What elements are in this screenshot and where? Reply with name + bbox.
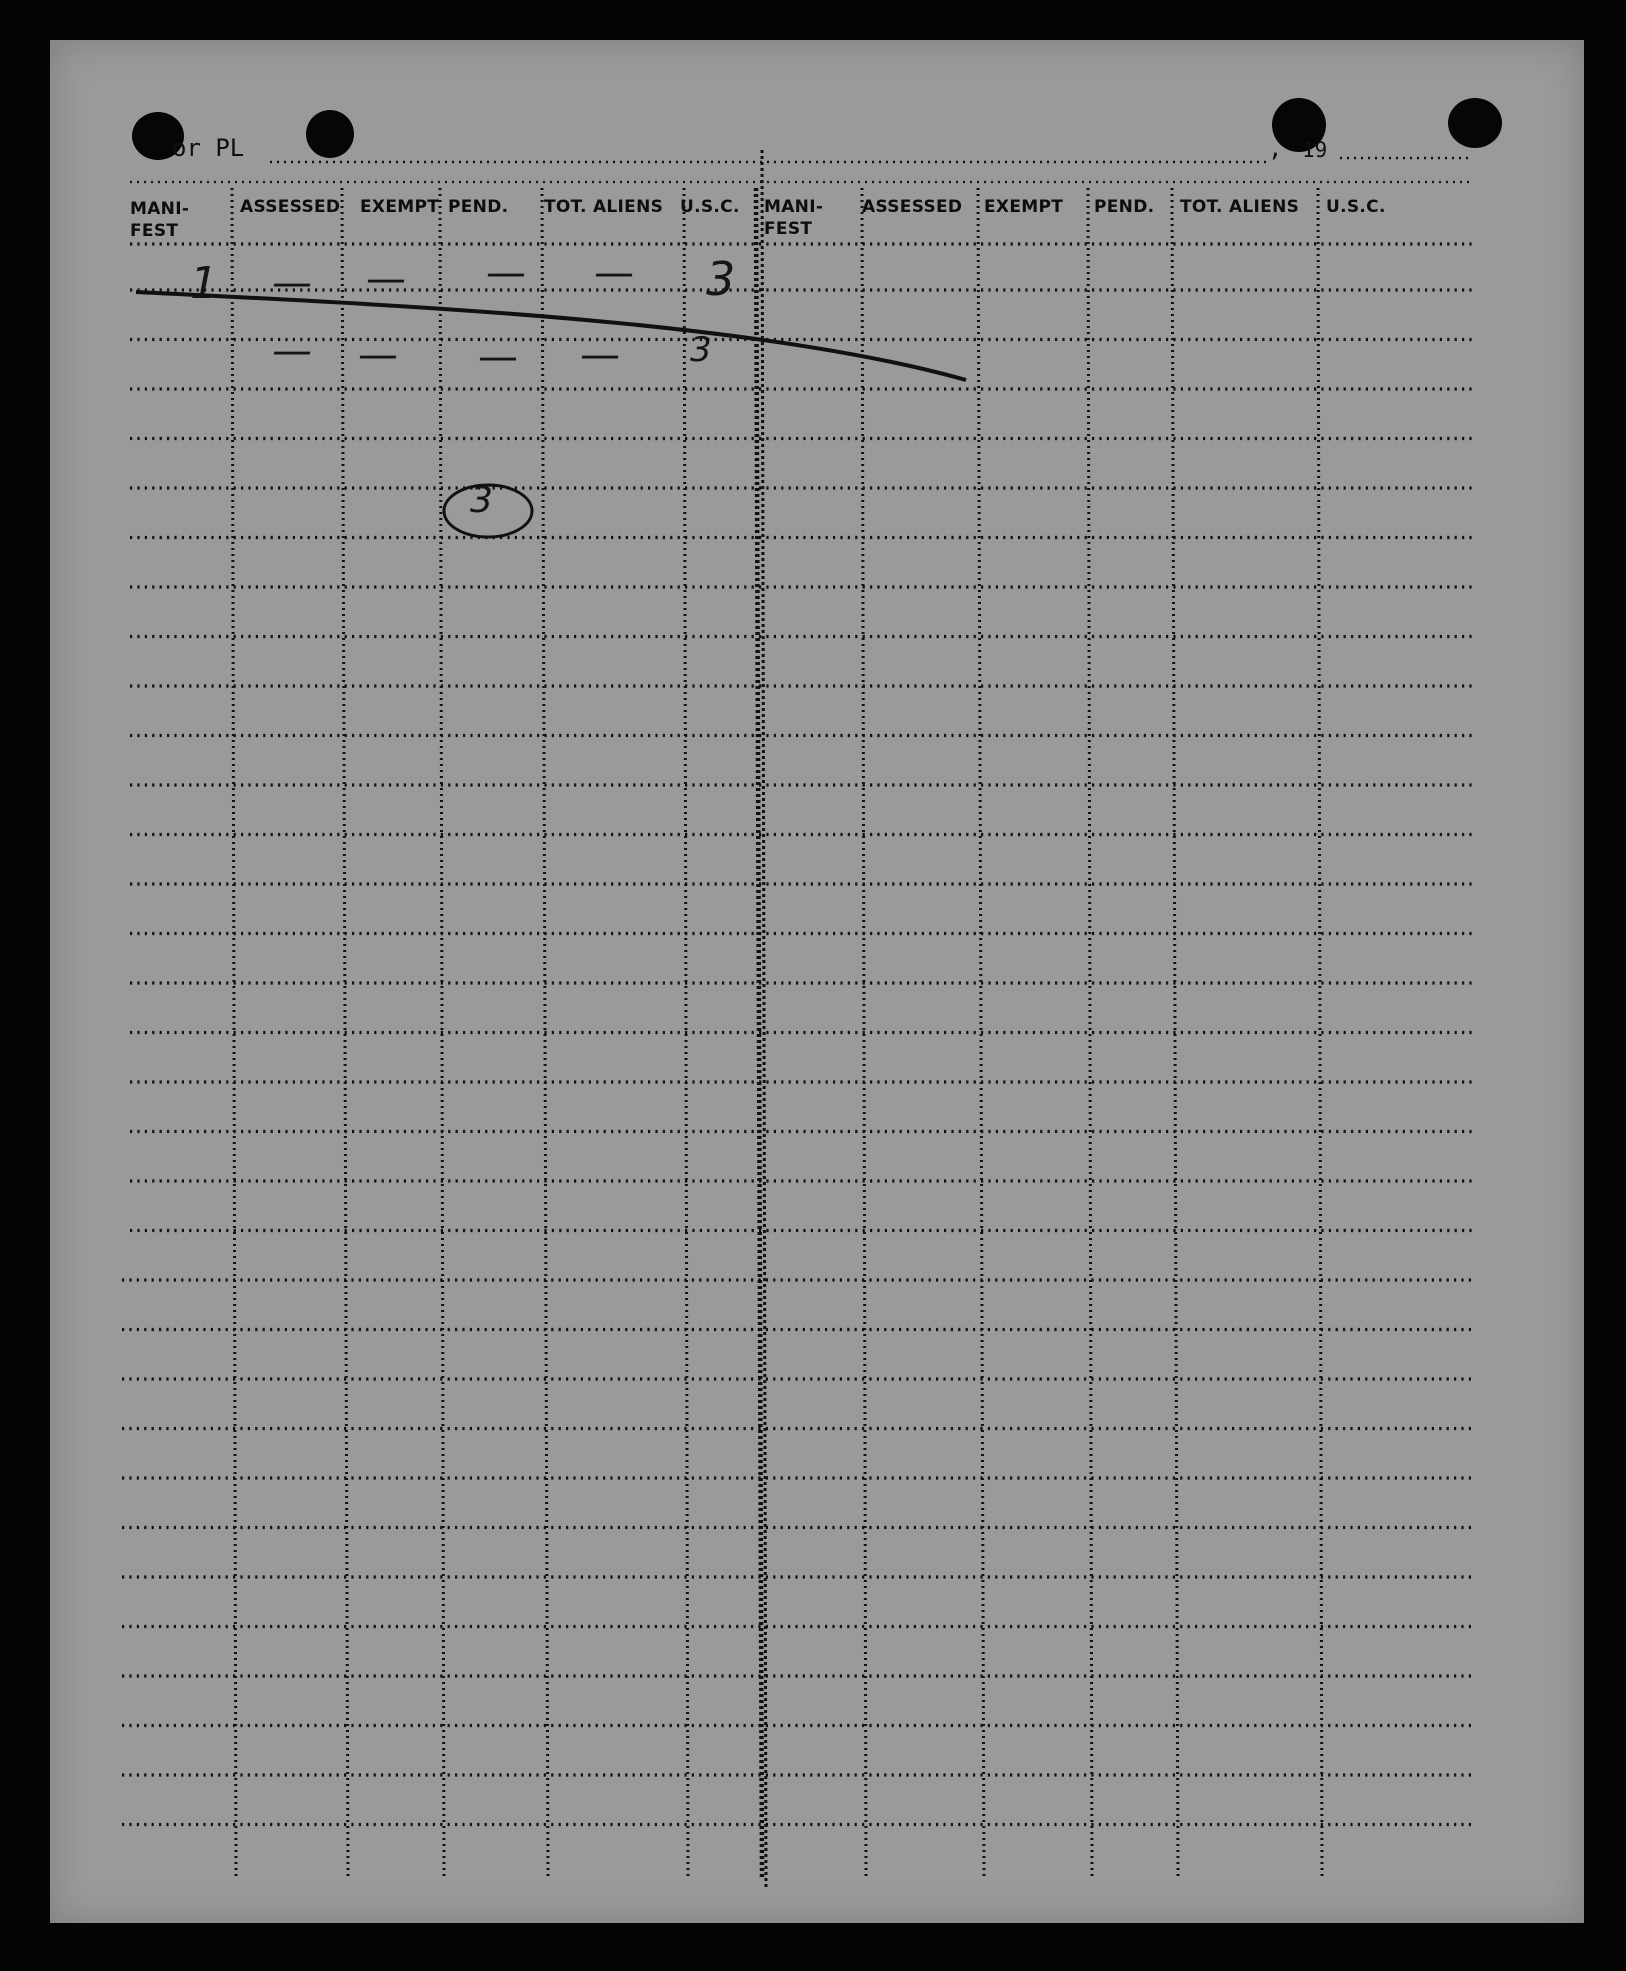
handwritten-dash-exempt-2: —	[358, 332, 398, 378]
date-comma: ,	[1268, 134, 1283, 162]
col-header-exempt-2: EXEMPT	[984, 197, 1064, 217]
col-header-manifest-2: MANI- FEST	[764, 197, 824, 239]
col-header-tot-aliens-2: TOT. ALIENS	[1180, 197, 1300, 217]
handwritten-dash-exempt-1: —	[366, 256, 406, 302]
handwritten-dash-assessed-1: —	[272, 260, 312, 306]
handwritten-dash-tot-2: —	[580, 332, 620, 378]
handwritten-dash-tot-1: —	[594, 250, 634, 296]
handwritten-dash-assessed-2: —	[272, 328, 312, 374]
handwritten-circled-number: 3	[470, 480, 493, 521]
handwritten-usc-1: 3	[706, 252, 736, 306]
handwritten-usc-2: 3	[690, 330, 712, 370]
col-header-exempt-1: EXEMPT	[360, 197, 440, 217]
col-header-assessed-1: ASSESSED	[240, 197, 341, 217]
handwritten-circle	[444, 485, 532, 537]
col-header-assessed-2: ASSESSED	[862, 197, 963, 217]
port-label: or PL	[172, 134, 245, 162]
year-label: 19	[1302, 138, 1328, 162]
col-header-manifest-1: MANI- FEST	[130, 199, 190, 241]
handwritten-strike-line	[136, 292, 966, 380]
handwritten-dash-pend-1: —	[486, 250, 526, 296]
handwritten-dash-pend-2: —	[478, 334, 518, 380]
handwritten-manifest-1: 1	[190, 258, 218, 309]
col-header-pend-2: PEND.	[1094, 197, 1155, 217]
col-header-usc-1: U.S.C.	[680, 197, 740, 217]
col-header-tot-aliens-1: TOT. ALIENS	[544, 197, 664, 217]
col-header-usc-2: U.S.C.	[1326, 197, 1386, 217]
col-header-pend-1: PEND.	[448, 197, 509, 217]
